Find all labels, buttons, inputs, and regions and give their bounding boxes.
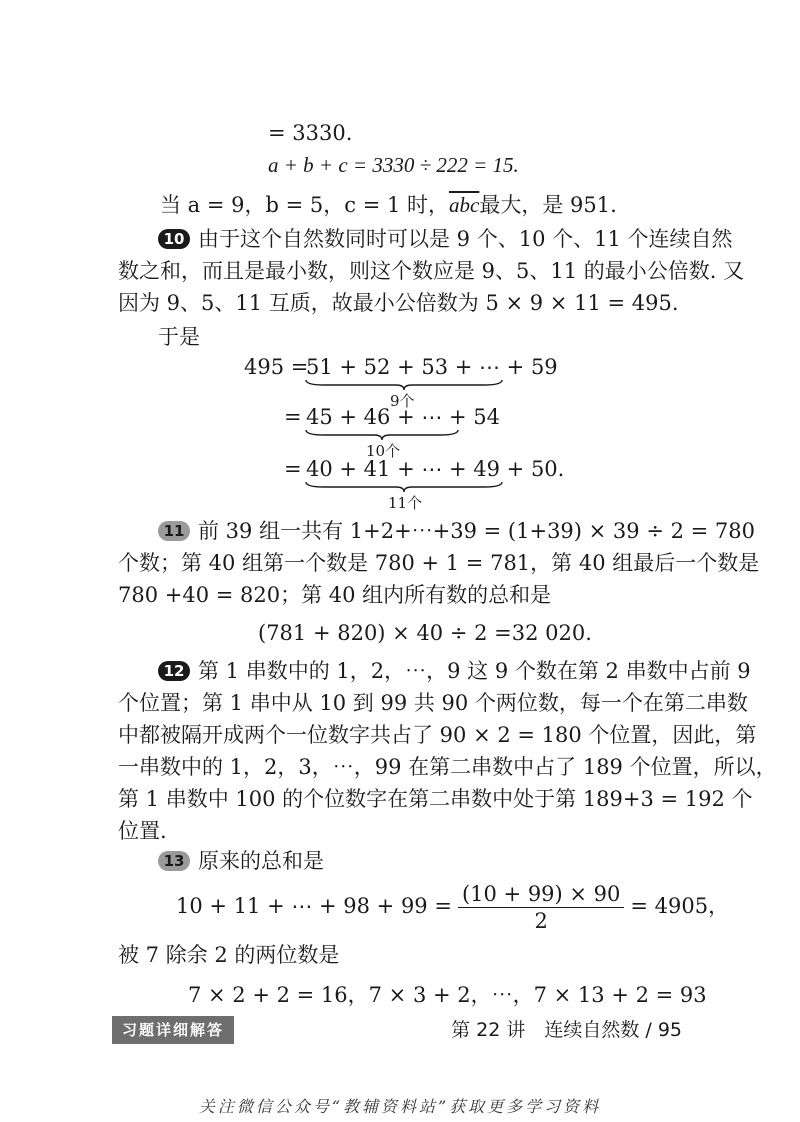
text-line: 780 +40 = 820；第 40 组内所有数的总和是: [118, 583, 552, 607]
fraction-denominator: 2: [534, 909, 548, 933]
text-line: 因为 9、5、11 互质，故最小公倍数为 5 × 9 × 11 = 495.: [118, 291, 679, 315]
equation-segment: 10 + 11 + ⋯ + 98 + 99 =: [176, 894, 452, 918]
text-line: 中都被隔开成两个一位数字共占了 90 × 2 = 180 个位置，因此，第: [118, 723, 757, 747]
count-label: 10个: [366, 442, 401, 460]
text-segment: 当 a = 9，b = 5，c = 1 时，: [160, 193, 449, 217]
text-line: 一串数中的 1，2，3，⋯，99 在第二串数中占了 189 个位置，所以，: [118, 755, 777, 779]
count-label: 11个: [388, 494, 423, 512]
text-segment: 由于这个自然数同时可以是 9 个、10 个、11 个连续自然: [198, 227, 733, 251]
equation-line: 7 × 2 + 2 = 16，7 × 3 + 2，⋯，7 × 13 + 2 = 93: [188, 983, 707, 1007]
equation-line: [176, 880, 729, 934]
overline-number: $\overline{abc}$: [449, 193, 480, 217]
underbrace: [304, 480, 504, 494]
text-line: 被 7 除余 2 的两位数是: [118, 943, 340, 967]
text-line: 第 1 串数中 100 的个位数字在第二串数中处于第 189+3 = 192 个: [118, 787, 753, 811]
equation-line: a + b + c = 3330 ÷ 222 = 15.: [268, 153, 519, 177]
text-segment: 前 39 组一共有 1+2+⋯+39 = (1+39) × 39 ÷ 2 = 780: [198, 519, 755, 543]
text-line: [158, 224, 733, 254]
text-line: [158, 656, 751, 686]
page-info: 第 22 讲 连续自然数 / 95: [451, 1019, 682, 1041]
equation-lhs: =: [284, 457, 302, 481]
text-segment: 原来的总和是: [198, 849, 324, 873]
text-line: 数之和，而且是最小数，则这个数应是 9、5、11 的最小公倍数. 又: [118, 259, 745, 283]
equation-rhs: 45 + 46 + ⋯ + 54: [306, 405, 501, 429]
fraction: [458, 881, 624, 934]
equation-lhs: =: [284, 405, 302, 429]
equation-sum: 40 + 41 + ⋯ + 49 + 50: [306, 457, 558, 481]
text-segment: 第 1 串数中的 1，2，⋯，9 这 9 个数在第 2 串数中占前 9: [198, 659, 751, 683]
problem-number-badge: 11: [158, 521, 190, 541]
equation-segment: = 4905，: [630, 894, 730, 918]
underbrace: [304, 378, 504, 392]
equation-line: (781 + 820) × 40 ÷ 2 =32 020.: [258, 621, 592, 645]
watermark-note: 关注微信公众号“教辅资料站”获取更多学习资料: [198, 1097, 602, 1116]
text-line: 个数；第 40 组第一个数是 780 + 1 = 781，第 40 组最后一个数是: [118, 551, 760, 575]
equation-line: = 3330.: [268, 121, 353, 145]
count-label: 9个: [390, 392, 415, 410]
text-line: [160, 190, 617, 220]
equation-lhs: 495 =: [244, 355, 309, 379]
fraction-numerator: (10 + 99) × 90: [458, 881, 624, 908]
text-line: 个位置；第 1 串中从 10 到 99 共 90 个两位数，每一个在第二串数: [118, 691, 748, 715]
section-label: 习题详细解答: [112, 1016, 234, 1044]
period: .: [557, 457, 565, 481]
text-segment: 最大，是 951.: [479, 193, 617, 217]
text-line: [158, 846, 324, 876]
problem-number-badge: 12: [158, 661, 190, 681]
problem-number-badge: 13: [158, 851, 190, 871]
problem-number-badge: 10: [158, 229, 190, 249]
text-line: 于是: [158, 325, 200, 349]
text-line: 位置.: [118, 819, 167, 843]
text-line: [158, 516, 755, 546]
equation-rhs: 51 + 52 + 53 + ⋯ + 59: [306, 355, 558, 379]
underbrace: [304, 428, 460, 442]
